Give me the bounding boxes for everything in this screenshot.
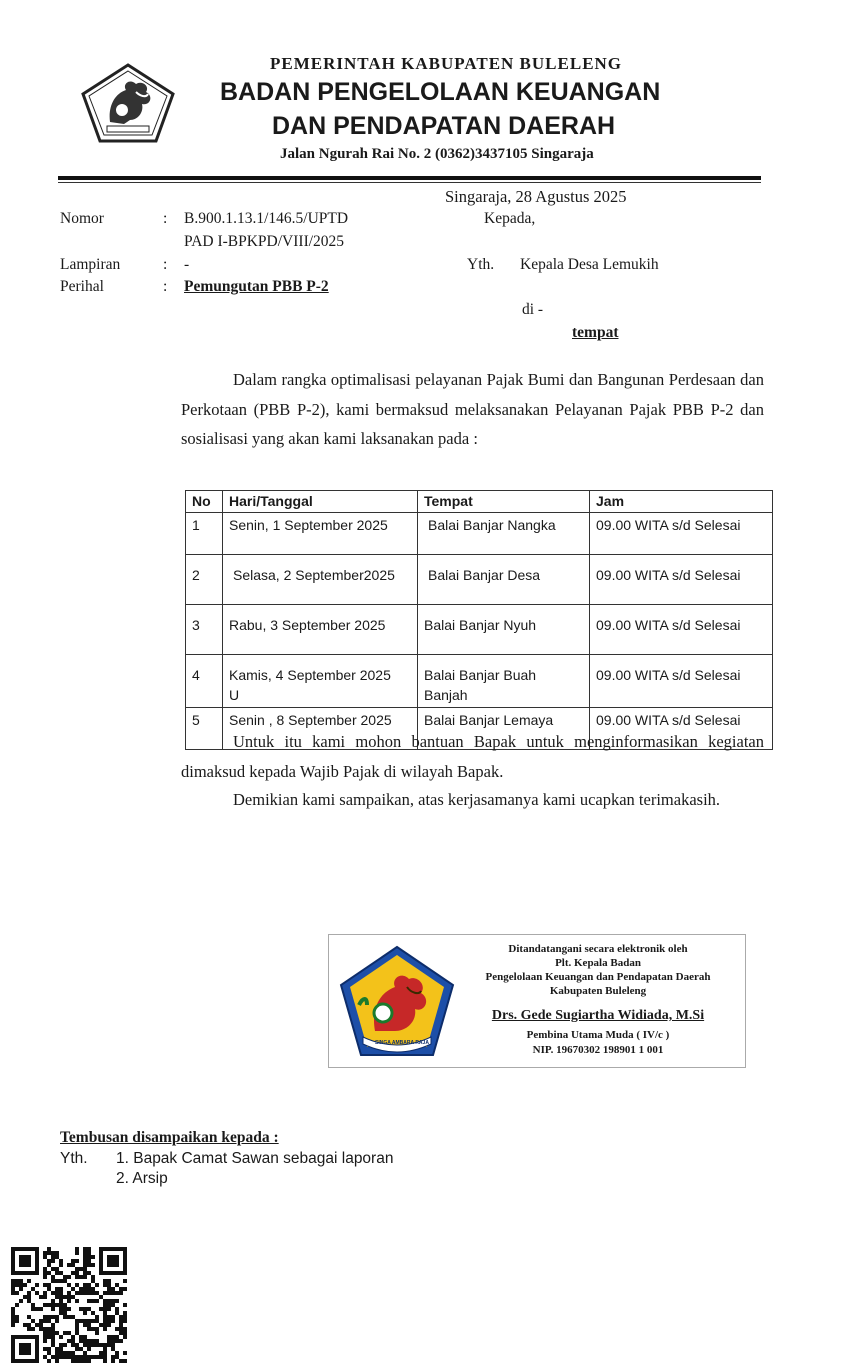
place-date: Singaraja, 28 Agustus 2025	[445, 187, 627, 206]
cell-no: 2	[186, 555, 223, 605]
cell-no: 3	[186, 605, 223, 655]
paragraph-closing	[181, 785, 764, 815]
cell-time: 09.00 WITA s/d Selesai	[590, 555, 773, 605]
letterhead-government: PEMERINTAH KABUPATEN BULELENG	[270, 54, 623, 73]
cell-place: Balai Banjar Desa	[418, 555, 590, 605]
perihal-value: Pemungutan PBB P-2	[184, 278, 329, 295]
cell-place: Balai Banjar Lemaya	[418, 708, 590, 750]
cell-date: Senin, 1 September 2025	[223, 513, 418, 555]
cc-item-1: 1. Bapak Camat Sawan sebagai laporan	[116, 1150, 394, 1167]
letterhead-agency-line2: DAN PENDAPATAN DAERAH	[272, 112, 616, 140]
cell-place	[418, 655, 590, 708]
seal-text: SINGA AMBARA RAJA	[375, 1040, 429, 1046]
cell-place: Balai Banjar Nyuh	[418, 605, 590, 655]
letterhead-agency-line1: BADAN PENGELOLAAN KEUANGAN	[220, 78, 661, 106]
cc-yth: Yth.	[60, 1150, 88, 1167]
cell-date-extra: U	[229, 687, 240, 703]
perihal-colon: :	[163, 278, 168, 295]
kepada-label: Kepada,	[484, 210, 536, 227]
cell-date: Rabu, 3 September 2025	[223, 605, 418, 655]
cell-place-text: Balai Banjar Buah	[424, 667, 537, 683]
qr-code-icon	[11, 1247, 127, 1363]
schedule-table	[185, 490, 773, 750]
header-no: No	[186, 491, 223, 513]
header-place: Tempat	[418, 491, 590, 513]
cell-place: Balai Banjar Nangka	[418, 513, 590, 555]
signature-position: Plt. Kepala Badan	[555, 957, 641, 969]
cell-date-text: Kamis, 4 September 2025	[229, 667, 391, 683]
header-date: Hari/Tanggal	[223, 491, 418, 513]
header-time: Jam	[590, 491, 773, 513]
signature-note: Ditandatangani secara elektronik oleh	[508, 943, 688, 955]
cell-time: 09.00 WITA s/d Selesai	[590, 655, 773, 708]
addressee-name: Kepala Desa Lemukih	[520, 256, 659, 273]
table-row	[186, 655, 773, 708]
cell-no: 1	[186, 513, 223, 555]
paragraph-closing-text: Demikian kami sampaikan, atas kerjasamanya kami ucapkan terimakasih.	[233, 790, 721, 809]
qr-code	[11, 1247, 127, 1363]
cell-time: 09.00 WITA s/d Selesai	[590, 605, 773, 655]
nomor-colon: :	[163, 210, 168, 227]
paragraph-intro	[181, 365, 764, 454]
cell-no: 5	[186, 708, 223, 750]
nomor-label: Nomor	[60, 210, 104, 227]
cell-place-extra: Banjah	[424, 687, 468, 703]
cell-date: Senin , 8 September 2025	[223, 708, 418, 750]
signature-agency: Pengelolaan Keuangan dan Pendapatan Daerah	[485, 971, 711, 983]
cell-time: 09.00 WITA s/d Selesai	[590, 513, 773, 555]
table-row	[186, 555, 773, 605]
paragraph-intro-text: Dalam rangka optimalisasi pelayanan Pajak Bumi dan Bangunan Perdesaan dan Perkotaan (PBB P-2), kami bermaksud melaksanakan Pelayanan Pajak PBB P-2 dan sosialisasi yang akan kami laksanakan pada :	[181, 370, 764, 448]
addressee-tempat: tempat	[572, 324, 619, 341]
addressee-di: di -	[522, 301, 544, 318]
electronic-signature-box	[328, 934, 746, 1068]
cc-title: Tembusan disampaikan kepada :	[60, 1129, 279, 1146]
table-row	[186, 605, 773, 655]
lampiran-label: Lampiran	[60, 256, 121, 273]
nomor-value-line2: PAD I-BPKPD/VIII/2025	[184, 233, 345, 250]
signature-nip: NIP. 19670302 198901 1 001	[532, 1044, 664, 1056]
signature-rank: Pembina Utama Muda ( IV/c )	[526, 1029, 670, 1041]
lampiran-value: -	[184, 256, 190, 273]
signature-region: Kabupaten Buleleng	[549, 985, 647, 997]
signature-name: Drs. Gede Sugiartha Widiada, M.Si	[491, 1008, 705, 1023]
paragraph-request-text: Untuk itu kami mohon bantuan Bapak untuk menginformasikan kegiatan dimaksud kepada Wajib Pajak di wilayah Bapak.	[181, 732, 764, 781]
letterhead-logo	[80, 62, 176, 144]
letterhead-rule	[58, 176, 761, 180]
yth-label: Yth.	[467, 256, 495, 273]
letterhead-address: Jalan Ngurah Rai No. 2 (0362)3437105 Singaraja	[280, 146, 594, 162]
perihal-label: Perihal	[60, 278, 104, 295]
buleleng-regency-emblem-icon	[80, 62, 176, 144]
cell-time: 09.00 WITA s/d Selesai	[590, 708, 773, 750]
nomor-value-line1: B.900.1.13.1/146.5/UPTD	[184, 210, 349, 227]
table-row	[186, 513, 773, 555]
letterhead-rule-thin	[58, 182, 761, 183]
lampiran-colon: :	[163, 256, 168, 273]
cell-no: 4	[186, 655, 223, 708]
cell-date	[223, 655, 418, 708]
table-header-row	[186, 491, 773, 513]
paragraph-request	[181, 727, 764, 786]
cc-item-2: 2. Arsip	[116, 1170, 168, 1187]
cell-date: Selasa, 2 September2025	[223, 555, 418, 605]
